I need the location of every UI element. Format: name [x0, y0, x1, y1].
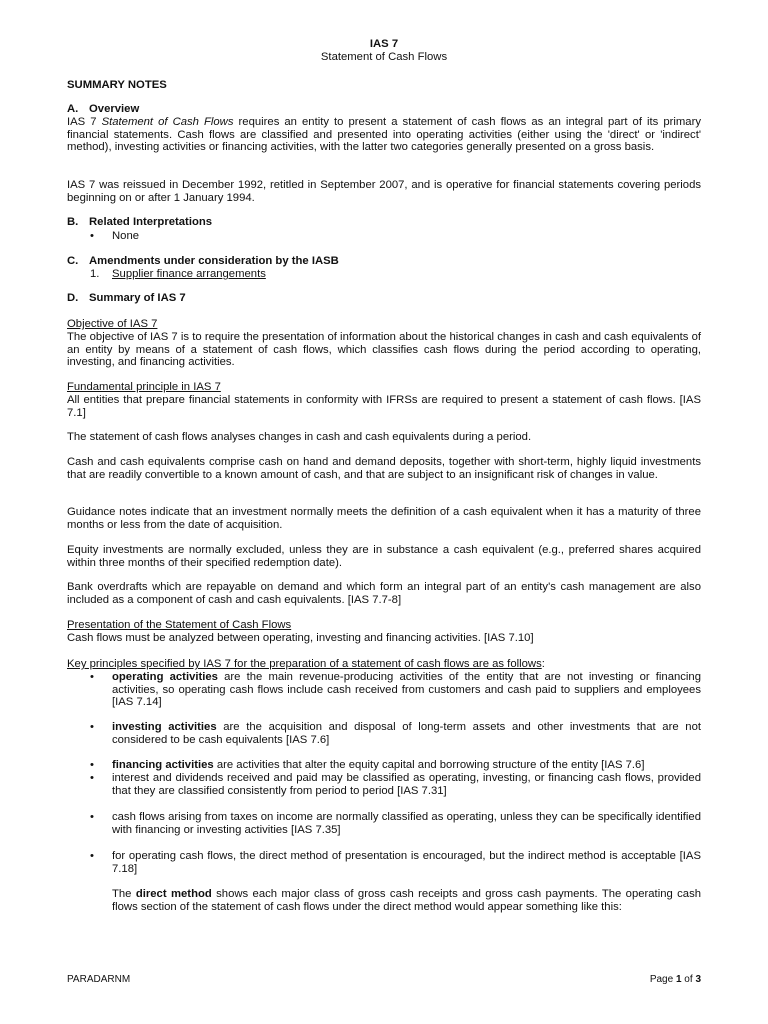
list-number: 1. — [90, 268, 100, 280]
page-label: Page — [649, 974, 676, 985]
bullet-icon: • — [90, 850, 94, 862]
section-title: Overview — [89, 103, 140, 115]
guidance-paragraph: Guidance notes indicate that an investment normally meets the definition of a cash equivalent when it has a maturity of three months or less from the date of acquisition. — [67, 506, 701, 531]
total-pages: 3 — [695, 974, 701, 985]
key-principles-colon: : — [541, 658, 545, 670]
section-letter: B. — [67, 216, 79, 228]
text-run: are the acquisition and disposal of long-term assets and other investments that are not considered to be cash equivalents [IAS 7.6] — [112, 721, 701, 746]
objective-heading: Objective of IAS 7 — [67, 318, 158, 330]
list-item — [90, 268, 701, 281]
list-item — [90, 721, 701, 746]
text-run: The — [112, 888, 136, 900]
key-principles-heading — [67, 658, 701, 671]
text-run: are activities that alter the equity capital and borrowing structure of the entity [IAS 7.6] — [213, 759, 645, 771]
text-run: IAS 7 — [67, 116, 102, 128]
list-item-text: for operating cash flows, the direct method of presentation is encouraged, but the indirect method is acceptable [IAS 7.18] — [112, 850, 701, 875]
bullet-icon: • — [90, 759, 94, 771]
section-title: Summary of IAS 7 — [89, 292, 186, 304]
equity-paragraph: Equity investments are normally excluded, unless they are in substance a cash equivalent (e.g., preferred shares acquired within three months of their specified redemption date). — [67, 544, 701, 569]
overdrafts-paragraph: Bank overdrafts which are repayable on demand and which form an integral part of an entity's cash management are also included as a component of cash and cash equivalents. [IAS 7.7-8] — [67, 581, 701, 606]
fundamental-heading: Fundamental principle in IAS 7 — [67, 381, 221, 393]
section-letter: D. — [67, 292, 79, 304]
section-b-heading — [67, 216, 701, 229]
section-letter: C. — [67, 255, 79, 267]
list-item — [90, 671, 701, 709]
key-principles-text: Key principles specified by IAS 7 for the preparation of a statement of cash flows are as follows — [67, 658, 542, 670]
section-d-heading — [67, 292, 701, 305]
section-a-heading — [67, 103, 701, 116]
term-bold: operating activities — [112, 671, 218, 683]
bullet-icon: • — [90, 230, 94, 242]
term-bold: financing activities — [112, 759, 214, 771]
document-title: IAS 7 — [369, 38, 399, 50]
term-bold: direct method — [135, 888, 212, 900]
list-item — [90, 759, 701, 772]
footer-label: PARADARNM — [67, 974, 131, 985]
overview-paragraph — [67, 116, 701, 154]
page-footer — [67, 974, 701, 985]
bullet-icon: • — [90, 772, 94, 784]
page-of: of — [681, 974, 696, 985]
section-title: Related Interpretations — [89, 216, 213, 228]
list-item — [90, 850, 701, 875]
summary-notes-heading: SUMMARY NOTES — [67, 79, 167, 91]
section-letter: A. — [67, 103, 79, 115]
direct-method-paragraph — [112, 888, 701, 913]
bullet-icon: • — [90, 721, 94, 733]
bullet-icon: • — [90, 671, 94, 683]
supplier-finance-link[interactable]: Supplier finance arrangements — [112, 268, 266, 280]
list-item-text — [112, 759, 701, 772]
objective-paragraph: The objective of IAS 7 is to require the presentation of information about the historical changes in cash and cash equivalents of an entity by means of a statement of cash flows, which classifies cash flows during the period according to operating, investing, and financing activities. — [67, 331, 701, 369]
text-run: shows each major class of gross cash receipts and gross cash payments. The operating cash flows section of the statement of cash flows under the direct method would appear something like this: — [112, 888, 701, 913]
analyses-paragraph: The statement of cash flows analyses changes in cash and cash equivalents during a period. — [67, 431, 532, 443]
list-item — [90, 811, 701, 836]
current-page: 1 — [675, 974, 682, 985]
fundamental-paragraph: All entities that prepare financial statements in conformity with IFRSs are required to present a statement of cash flows. [IAS 7.1] — [67, 394, 701, 419]
reissue-paragraph: IAS 7 was reissued in December 1992, retitled in September 2007, and is operative for financial statements covering periods beginning on or after 1 January 1994. — [67, 179, 701, 204]
list-item — [90, 772, 701, 797]
presentation-heading: Presentation of the Statement of Cash Flows — [67, 619, 292, 631]
page-number — [650, 974, 701, 985]
text-run: requires an entity to present a statement of cash flows as an integral part of its primary financial statements. Cash flows are classified and presented into operating activities (either using the 'direct' or 'indirect' method), investing activities or financing activities, with the latter two categories generally presented on a gross basis. — [67, 116, 701, 154]
list-item — [90, 230, 701, 243]
term-bold: investing activities — [112, 721, 217, 733]
list-item-text: cash flows arising from taxes on income are normally classified as operating, unless they can be specifically identified with financing or investing activities [IAS 7.35] — [112, 811, 701, 836]
bullet-icon: • — [90, 811, 94, 823]
standard-title-italic: Statement of Cash Flows — [101, 116, 234, 128]
presentation-paragraph: Cash flows must be analyzed between operating, investing and financing activities. [IAS 7.10] — [67, 632, 534, 644]
section-title: Amendments under consideration by the IASB — [89, 255, 339, 267]
section-c-heading — [67, 255, 701, 268]
list-item-text — [112, 721, 701, 746]
list-item-text: interest and dividends received and paid may be classified as operating, investing, or financing cash flows, provided that they are classified consistently from period to period [IAS 7.31] — [112, 772, 701, 797]
document-subtitle: Statement of Cash Flows — [320, 51, 448, 63]
text-run: are the main revenue-producing activities of the entity that are not investing or financing activities, so operating cash flows include cash received from customers and cash paid to suppliers and employees [IAS 7.14] — [112, 671, 701, 709]
list-item-text — [112, 671, 701, 709]
list-item-text: None — [112, 230, 140, 242]
cash-equivalents-paragraph: Cash and cash equivalents comprise cash on hand and demand deposits, together with short-term, highly liquid investments that are readily convertible to a known amount of cash, and that are subject to an insignificant risk of changes in value. — [67, 456, 701, 481]
